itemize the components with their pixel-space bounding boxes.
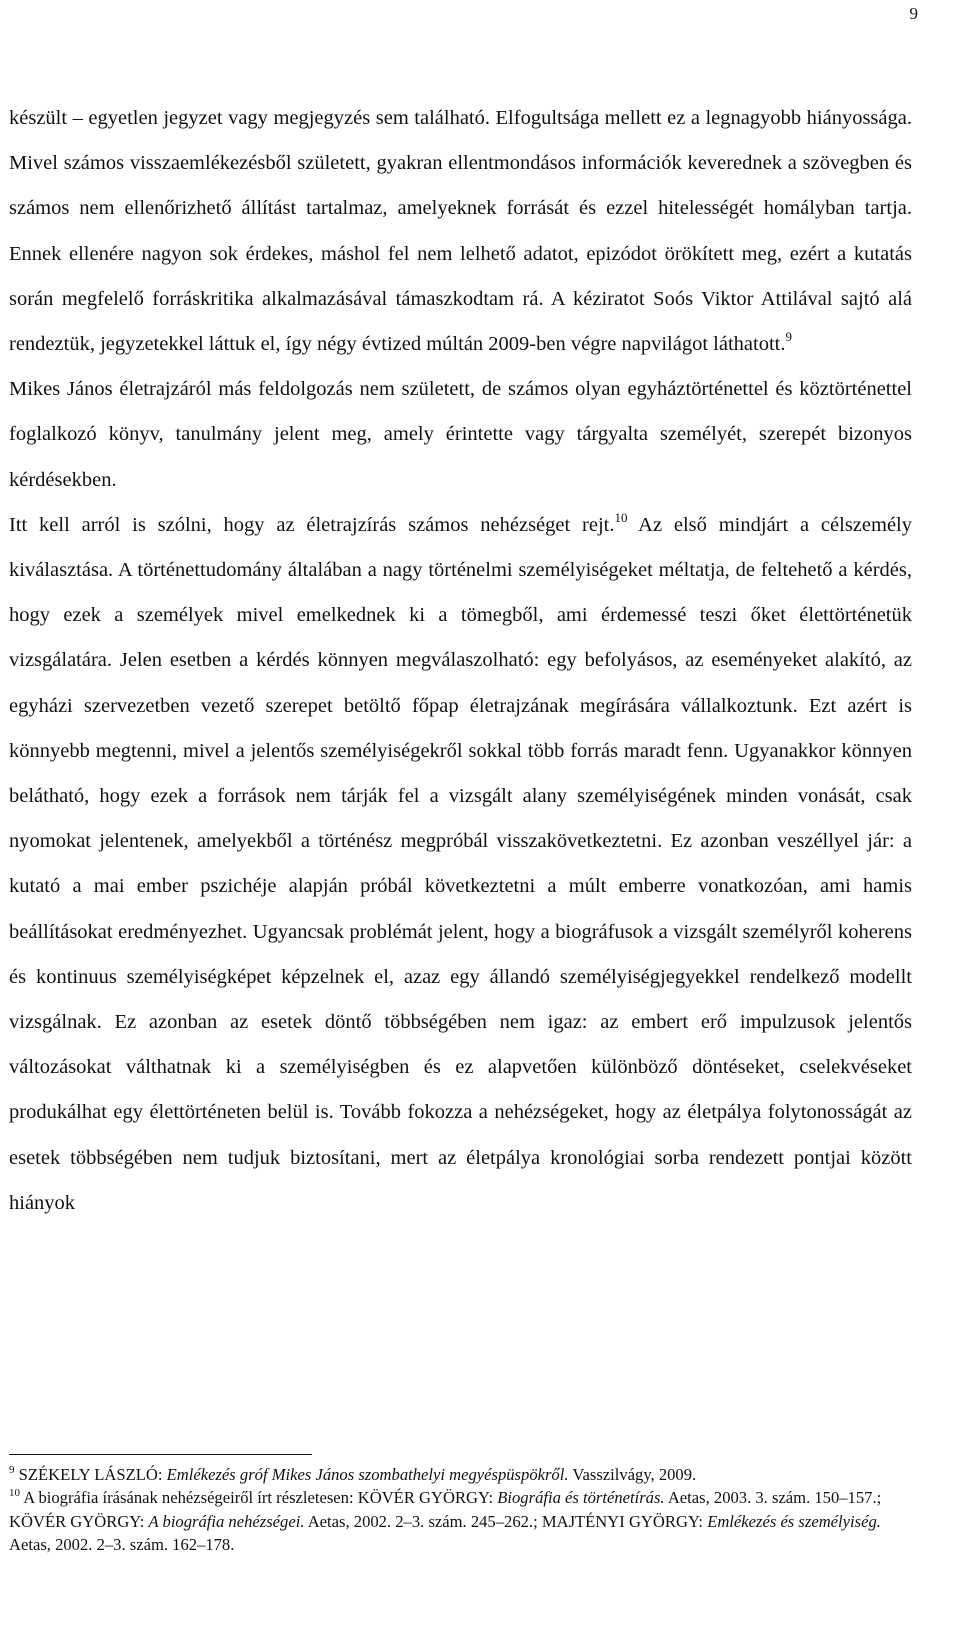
page-number: 9 (909, 4, 918, 23)
paragraph-3 (9, 503, 912, 1226)
footnote-ref-10[interactable]: 10 (614, 509, 628, 525)
footnote-10-title-2: A biográfia nehézségei. (148, 1511, 305, 1531)
paragraph-1 (9, 96, 912, 367)
footnote-10-number: 10 (9, 1487, 20, 1500)
body-text (9, 96, 912, 1226)
footnote-10-title-3: Emlékezés és személyiség. (707, 1511, 881, 1531)
footnote-9-number: 9 (9, 1464, 15, 1476)
footnote-10-rest-1: Aetas, 2003. 3. szám. 150–157.; (664, 1488, 882, 1508)
footnote-9-title: Emlékezés gróf Mikes János szombathelyi megyéspüspökről. (166, 1465, 569, 1484)
footnote-9-author: SZÉKELY LÁSZLÓ: (18, 1465, 163, 1484)
footnote-9 (9, 1463, 912, 1486)
footnote-ref-9[interactable]: 9 (785, 329, 792, 345)
footnote-10-intro: A biográfia írásának nehézségeiről írt részletesen: (20, 1488, 358, 1508)
footnotes (9, 1463, 912, 1556)
paragraph-3-text: Az első mindjárt a célszemély kiválasztása. A történettudomány általában a nagy történelmi személyiségeket méltatja, de feltehető a kérdés, hogy ezek a személyek mivel emelkednek ki a tömegből, ami érdemessé teszi őket élettörténetük vizsgálatára. Jelen esetben a kérdés könnyen megválaszolható: egy befolyásos, az eseményeket alakító, az egyházi szervezetben vezető szerepet betöltő főpap életrajzának megírására vállalkoztunk. Ezt azért is könnyebb megtenni, mivel a jelentős személyiségekről sokkal több forrás maradt fenn. Ugyanakkor könnyen belátható, hogy ezek a források nem tárják fel a vizsgált alany személyiségének minden vonását, csak nyomokat jelentenek, amelyekből a történész megpróbál visszakövetkeztetni. Ez azonban veszéllyel jár: a kutató a mai ember pszichéje alapján próbál következtetni a múlt emberre vonatkozóan, ami hamis beállításokat eredményezhet. Ugyancsak problémát jelent, hogy a biográfusok a vizsgált személyről koherens és kontinuus személyiségképet képzelnek el, azaz egy állandó személyiségjegyekkel rendelkező modellt vizsgálnak. Ez azonban az esetek döntő többségében nem igaz: az embert erő impulzusok jelentős változásokat válthatnak ki a személyiségben és ez alapvetően különböző döntéseket, cselekvéseket produkálhat egy élettörténeten belül is. Tovább fokozza a nehézségeket, hogy az életpálya folytonosságát az esetek többségében nem tudjuk biztosítani, mert az életpálya kronológiai sorba rendezett pontjai között hiányok (9, 513, 912, 1214)
paragraph-2-text: Mikes János életrajzáról más feldolgozás nem született, de számos olyan egyháztörténettel és köztörténettel foglalkozó könyv, tanulmány jelent meg, amely érintette vagy tárgyalta személyét, szerepét bizonyos kérdésekben. (9, 378, 912, 491)
footnote-10-rest-2: Aetas, 2002. 2–3. szám. 245–262.; (304, 1511, 542, 1531)
footnote-10-rest-3: Aetas, 2002. 2–3. szám. 162–178. (9, 1534, 235, 1554)
footnote-10-author-3: MAJTÉNYI GYÖRGY: (541, 1511, 704, 1531)
footnote-10 (9, 1486, 912, 1556)
paragraph-2 (9, 367, 912, 503)
footnote-10-author-2: KÖVÉR GYÖRGY: (9, 1511, 145, 1531)
footnote-10-title-1: Biográfia és történetírás. (497, 1488, 665, 1508)
footnote-divider (9, 1454, 312, 1455)
paragraph-1-text: készült – egyetlen jegyzet vagy megjegyzés sem található. Elfogultsága mellett ez a legnagyobb hiányossága. Mivel számos visszaemlékezésből született, gyakran ellentmondásos információk keverednek a szövegben és számos nem ellenőrizhető állítást tartalmaz, amelyeknek forrását és ezzel hitelességét homályban tartja. Ennek ellenére nagyon sok érdekes, máshol fel nem lelhető adatot, epizódot örökített meg, ezért a kutatás során megfelelő forráskritika alkalmazásával támaszkodtam rá. A kéziratot Soós Viktor Attilával sajtó alá rendeztük, jegyzetekkel láttuk el, így négy évtized múltán 2009-ben végre napvilágot láthatott. (9, 107, 912, 356)
footnote-9-rest: Vasszilvágy, 2009. (568, 1465, 697, 1484)
footnote-10-author-1: KÖVÉR GYÖRGY: (357, 1488, 494, 1508)
paragraph-3-lead: Itt kell arról is szólni, hogy az életrajzírás számos nehézséget rejt. (9, 513, 615, 536)
